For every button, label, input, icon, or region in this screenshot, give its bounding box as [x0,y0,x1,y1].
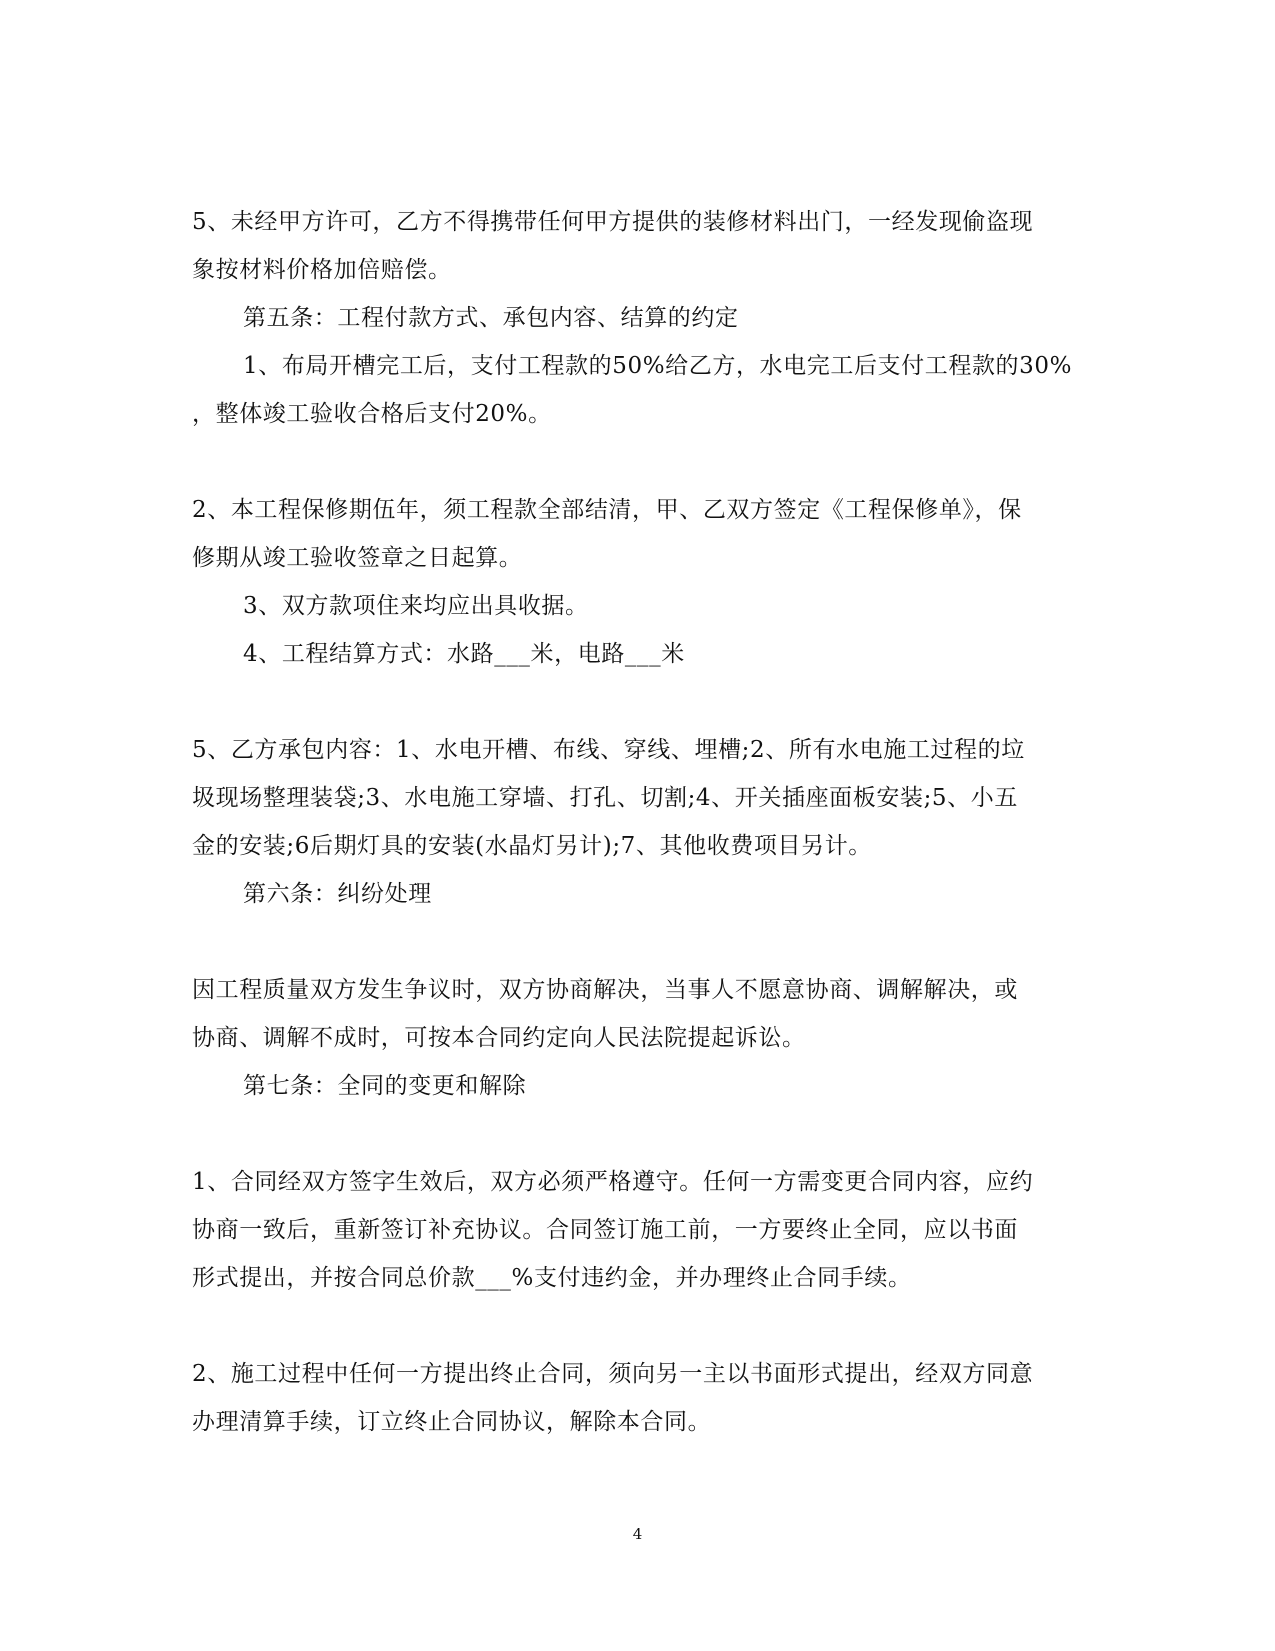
text-line: 办理清算手续，订立终止合同协议，解除本合同。 [192,1409,712,1435]
text-line: 2、本工程保修期伍年，须工程款全部结清，甲、乙双方签定《工程保修单》，保 [192,497,1022,523]
page-number: 4 [632,1525,643,1543]
text-line: 金的安装;6后期灯具的安装(水晶灯另计);7、其他收费项目另计。 [192,833,872,859]
text-line: 因工程质量双方发生争议时，双方协商解决，当事人不愿意协商、调解解决，或 [192,977,1018,1003]
text-line: 象按材料价格加倍赔偿。 [192,257,452,283]
section-heading: 第七条：全同的变更和解除 [243,1073,527,1099]
text-line: 协商、调解不成时，可按本合同约定向人民法院提起诉讼。 [192,1025,806,1051]
text-line: 4、工程结算方式：水路___米，电路___米 [243,641,685,667]
section-heading: 第六条：纠纷处理 [243,881,432,907]
section-heading: 第五条：工程付款方式、承包内容、结算的约定 [243,305,739,331]
text-line: 2、施工过程中任何一方提出终止合同，须向另一主以书面形式提出，经双方同意 [192,1361,1034,1387]
text-line: 3、双方款项住来均应出具收据。 [243,593,589,619]
text-line: 协商一致后，重新签订补充协议。合同签订施工前，一方要终止全同，应以书面 [192,1217,1018,1243]
text-line: 5、乙方承包内容：1、水电开槽、布线、穿线、埋槽;2、所有水电施工过程的垃 [192,737,1025,763]
text-line: 形式提出，并按合同总价款___%支付违约金，并办理终止合同手续。 [192,1265,912,1291]
text-line: 5、未经甲方许可，乙方不得携带任何甲方提供的装修材料出门，一经发现偷盗现 [192,209,1034,235]
text-line: ，整体竣工验收合格后支付20%。 [192,401,552,427]
text-line: 圾现场整理装袋;3、水电施工穿墙、打孔、切割;4、开关插座面板安装;5、小五 [192,785,1018,811]
text-line: 修期从竣工验收签章之日起算。 [192,545,523,571]
text-line: 1、布局开槽完工后，支付工程款的50%给乙方，水电完工后支付工程款的30% [243,353,1073,379]
text-line: 1、合同经双方签字生效后，双方必须严格遵守。任何一方需变更合同内容，应约 [192,1169,1034,1195]
